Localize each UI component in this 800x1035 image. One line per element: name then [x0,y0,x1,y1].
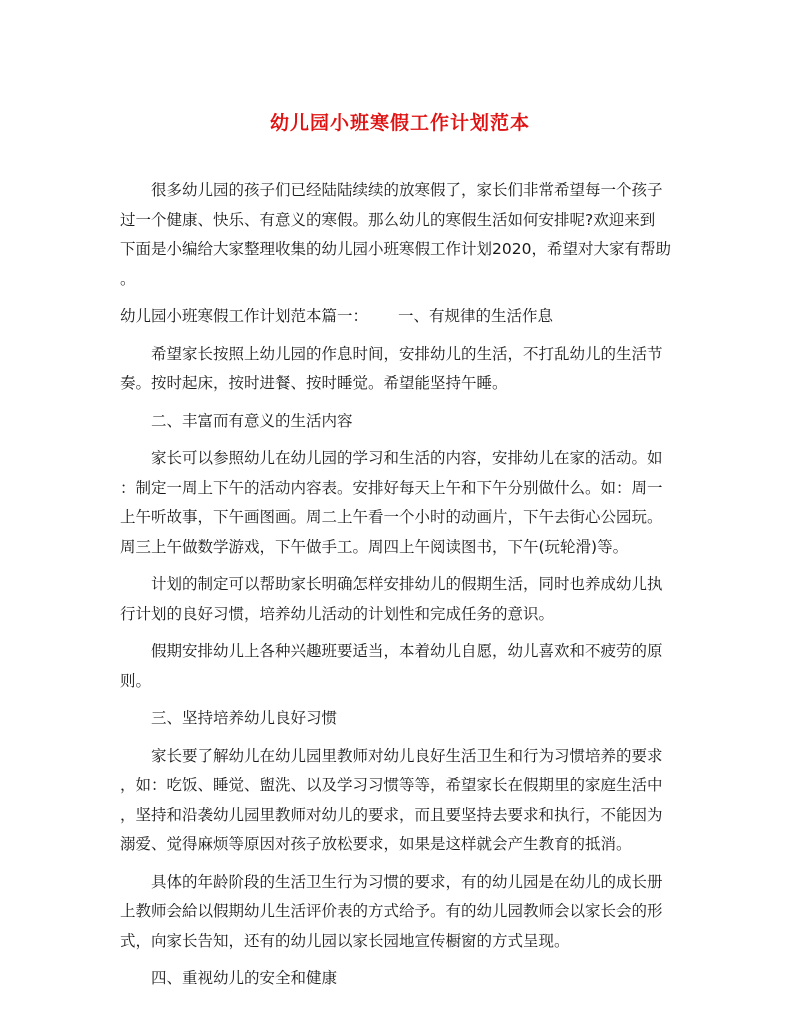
text-line: ：制定一周上下午的活动内容表。安排好每天上午和下午分别做什么。如：周一 [120,478,663,497]
text-line: 很多幼儿园的孩子们已经陆陆续续的放寒假了，家长们非常希望每一个孩子 [151,181,663,199]
text-line: 奏。按时起床，按时进餐、按时睡觉。希望能坚持午睡。 [120,374,508,392]
text-line: 则。 [120,671,152,690]
text-line: 行计划的良好习惯，培养幼儿活动的计划性和完成任务的意识。 [120,604,555,623]
text-line: 上午听故事，下午画图画。周二上午看一个小时的动画片，下午去街心公园玩。 [120,508,663,526]
text-line: 家长可以参照幼儿在幼儿园的学习和生活的内容，安排幼儿在家的活动。如 [151,449,663,467]
text-line: 过一个健康、快乐、有意义的寒假。那么幼儿的寒假生活如何安排呢?欢迎来到 [120,210,656,229]
intro-paragraph [120,176,686,294]
chapter-line [120,302,686,332]
text-line: ，坚持和沿袭幼儿园里教师对幼儿的要求，而且要坚持去要求和执行，不能因为 [120,805,663,824]
text-line: 上教师会給以假期幼儿生活评价表的方式给予。有的幼儿园教师会以家长会的形 [120,902,663,920]
chapter-label: 幼儿园小班寒假工作计划范本篇一： [120,307,369,325]
section-heading-1: 一、有规律的生活作息 [398,307,554,325]
text-line: 。 [120,269,136,288]
section-heading-3: 三、坚持培养幼儿良好习惯 [151,709,338,727]
text-line: 计划的制定可以帮助家长明确怎样安排幼儿的假期生活，同时也养成幼儿执 [151,575,663,593]
text-line: 式，向家长告知，还有的幼儿园以家长园地宣传橱窗的方式呈现。 [120,931,570,950]
section2-paragraph-2 [120,570,686,629]
text-line: 希望家长按照上幼儿园的作息时间，安排幼儿的生活，不打乱幼儿的生活节 [151,344,663,363]
text-line: 溺爱、觉得麻烦等原因对孩子放松要求，如果是这样就会产生教育的抵消。 [120,835,632,853]
text-line: 假期安排幼儿上各种兴趣班要适当，本着幼儿自愿，幼儿喜欢和不疲劳的原 [151,642,663,660]
section-heading-2: 二、丰富而有意义的生活内容 [151,411,353,430]
document-title: 幼儿园小班寒假工作计划范本 [269,112,530,134]
text-line: 周三上午做数学游戏，下午做手工。周四上午阅读图书，下午(玩轮滑)等。 [120,537,629,556]
text-line: ，如：吃饭、睡觉、盥洗、以及学习习惯等等，希望家长在假期里的家庭生活中 [120,776,663,794]
section2-paragraph-3 [120,637,686,696]
section3-paragraph-2 [120,868,686,957]
text-line: 具体的年龄阶段的生活卫生行为习惯的要求，有的幼儿园是在幼儿的成长册 [151,872,663,891]
text-line: 家长要了解幼儿在幼儿园里教师对幼儿良好生活卫生和行为习惯培养的要求 [151,746,663,765]
section2-paragraph-1 [120,444,686,562]
text-line: 下面是小编给大家整理收集的幼儿园小班寒假工作计划2020，希望对大家有帮助 [120,240,671,258]
section3-paragraph-1 [120,742,686,860]
document-body [120,176,686,1002]
section1-paragraph [120,340,686,399]
section-heading-4: 四、重视幼儿的安全和健康 [151,969,338,987]
